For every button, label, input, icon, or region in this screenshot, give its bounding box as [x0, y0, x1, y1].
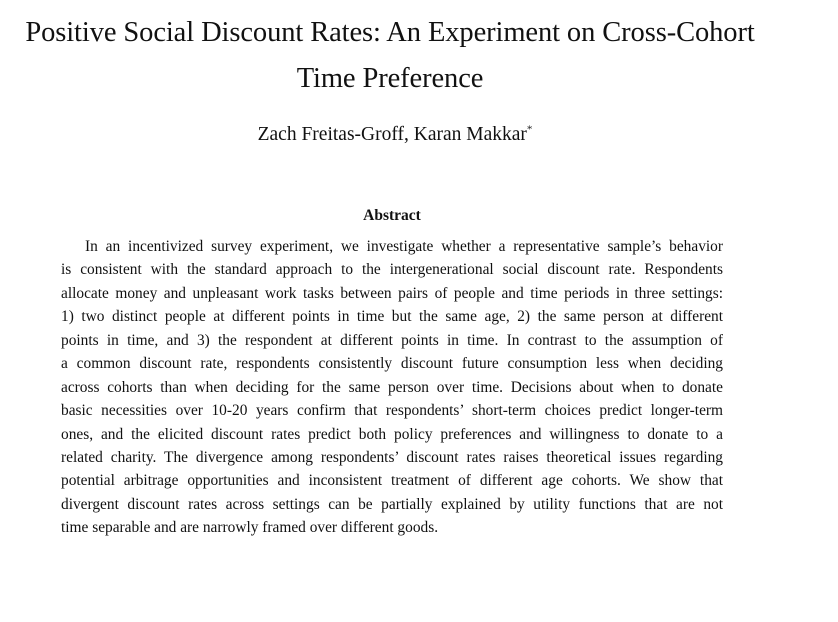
abstract-line: a common discount rate, respondents consistently discount future consumption less when deciding — [61, 355, 723, 373]
abstract-line: 1) two distinct people at different points in time but the same age, 2) the same person at different — [61, 308, 723, 326]
abstract-heading: Abstract — [363, 207, 421, 224]
authors-text: Zach Freitas-Groff, Karan Makkar — [257, 124, 527, 145]
abstract-line: across cohorts than when deciding for the same person over time. Decisions about when to donate — [61, 378, 723, 396]
paper-title — [0, 10, 780, 102]
abstract-line: related charity. The divergence among respondents’ discount rates raises theoretical issues regarding — [61, 448, 723, 466]
abstract-line: ones, and the elicited discount rates predict both policy preferences and willingness to donate to a — [61, 425, 723, 443]
abstract-line: points in time, and 3) the respondent at different points in time. In contrast to the assumption of — [61, 331, 723, 349]
abstract-line: In an incentivized survey experiment, we investigate whether a representative sample’s behavior — [85, 238, 723, 255]
author-list — [0, 122, 790, 148]
abstract-line: is consistent with the standard approach to the intergenerational social discount rate. Respondents — [61, 261, 723, 279]
abstract-body — [61, 235, 723, 540]
abstract-line: allocate money and unpleasant work tasks between pairs of people and time periods in three settings: — [61, 284, 723, 302]
abstract-line: divergent discount rates across settings can be partially explained by utility functions that are not — [61, 495, 723, 513]
abstract-line: basic necessities over 10-20 years confirm that respondents’ short-term choices predict longer-term — [61, 402, 723, 420]
title-line: Time Preference — [296, 63, 484, 94]
abstract-line: time separable and are narrowly framed over different goods. — [61, 519, 439, 537]
title-line: Positive Social Discount Rates: An Experiment on Cross-Cohort — [25, 17, 755, 48]
abstract-line: potential arbitrage opportunities and inconsistent treatment of different age cohorts. We show that — [61, 472, 723, 490]
author-footnote-mark: * — [526, 123, 533, 136]
